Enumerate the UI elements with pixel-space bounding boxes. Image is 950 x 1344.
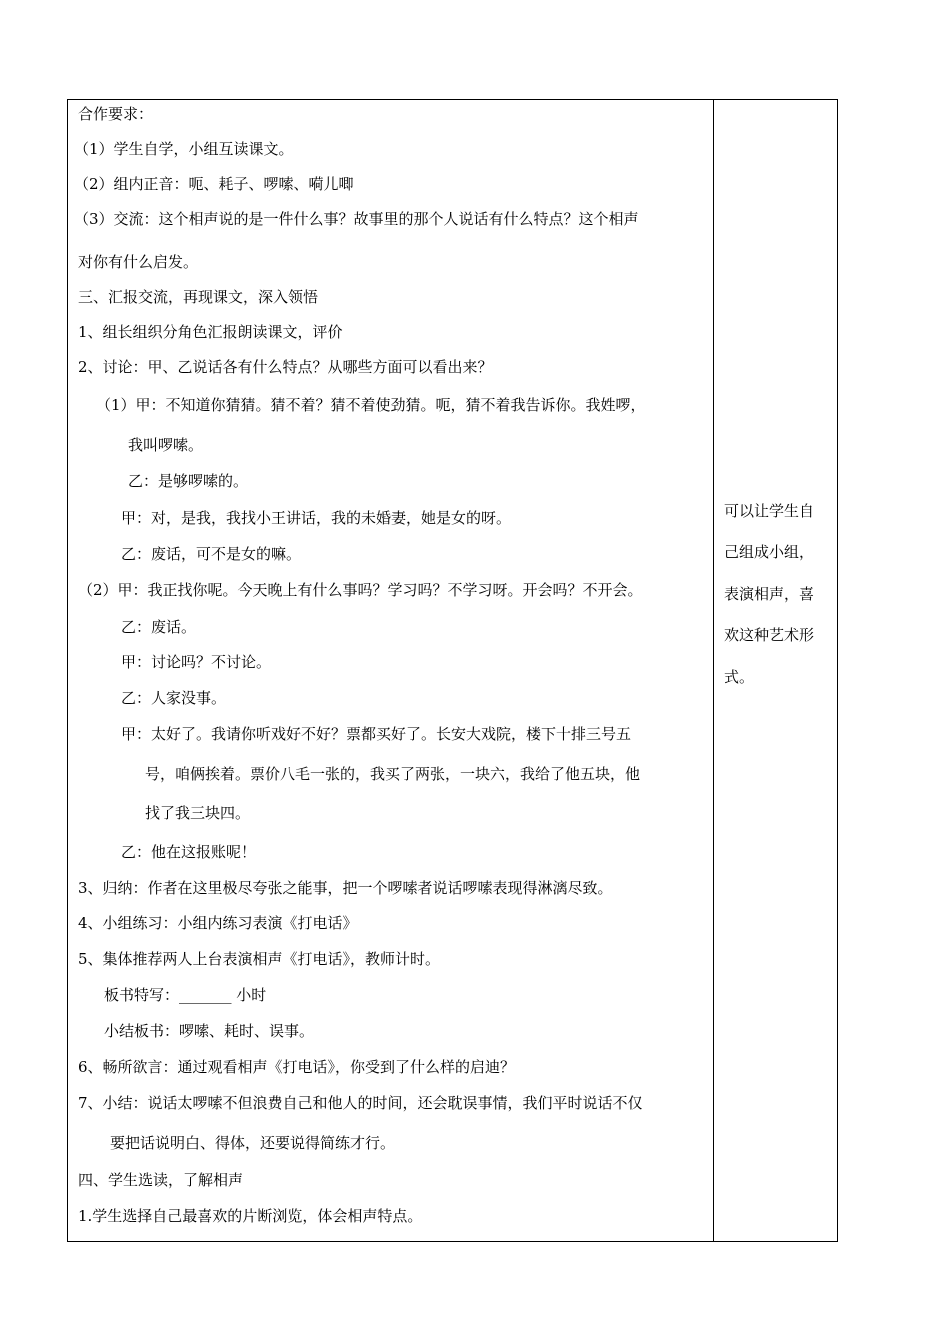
- text-line: 对你有什么启发。: [78, 253, 199, 271]
- text-line: 要把话说明白、得体，还要说得简练才行。: [110, 1134, 396, 1152]
- dialogue-line: （2）甲：我正找你呢。今天晚上有什么事吗？学习吗？不学习呀。开会吗？不开会。: [78, 581, 643, 599]
- text-line: （2）组内正音：呃、耗子、啰嗦、嗬儿唧: [74, 175, 354, 193]
- text-line: 4、小组练习：小组内练习表演《打电话》: [78, 914, 358, 932]
- text-line: 小结板书：啰嗦、耗时、误事。: [104, 1022, 315, 1040]
- dialogue-line: 乙：是够啰嗦的。: [128, 472, 249, 490]
- text-line: 6、畅所欲言：通过观看相声《打电话》，你受到了什么样的启迪？: [78, 1058, 516, 1076]
- dialogue-line: 甲：太好了。我请你听戏好不好？票都买好了。长安大戏院，楼下十排三号五: [121, 725, 632, 743]
- dialogue-line: 乙：废话。: [121, 618, 197, 636]
- section-heading: 三、汇报交流，再现课文，深入领悟: [78, 288, 319, 306]
- side-note-line: 欢这种艺术形: [724, 626, 815, 644]
- text-line: 1、组长组织分角色汇报朗读课文，评价: [78, 323, 343, 341]
- text-line: （1）学生自学，小组互读课文。: [74, 140, 294, 158]
- text-line: 3、归纳：作者在这里极尽夸张之能事，把一个啰嗦者说话啰嗦表现得淋漓尽致。: [78, 879, 613, 897]
- text-line: 5、集体推荐两人上台表演相声《打电话》，教师计时。: [78, 950, 441, 968]
- side-note-line: 可以让学生自: [724, 502, 815, 520]
- text-line: 合作要求：: [78, 105, 154, 123]
- dialogue-line: （1）甲：不知道你猜猜。猜不着？猜不着使劲猜。呃，猜不着我告诉你。我姓啰，: [96, 396, 646, 414]
- text-line: 板书特写：_______ 小时: [104, 986, 267, 1004]
- dialogue-line: 号，咱俩挨着。票价八毛一张的，我买了两张，一块六，我给了他五块，他: [145, 765, 641, 783]
- dialogue-line: 乙：他在这报账呢！: [121, 843, 257, 861]
- dialogue-line: 乙：废话，可不是女的嘛。: [121, 545, 302, 563]
- side-note-line: 表演相声，喜: [724, 585, 815, 603]
- text-line: 7、小结：说话太啰嗦不但浪费自己和他人的时间，还会耽误事情，我们平时说话不仅: [78, 1094, 643, 1112]
- dialogue-line: 乙：人家没事。: [121, 689, 227, 707]
- side-note-line: 己组成小组，: [724, 543, 815, 561]
- dialogue-line: 找了我三块四。: [145, 804, 251, 822]
- side-note-line: 式。: [724, 668, 755, 686]
- section-heading: 四、学生选读，了解相声: [78, 1171, 244, 1189]
- text-line: （3）交流：这个相声说的是一件什么事？故事里的那个人说话有什么特点？这个相声: [74, 210, 639, 228]
- dialogue-line: 甲：讨论吗？不讨论。: [121, 653, 272, 671]
- text-line: 2、讨论：甲、乙说话各有什么特点？从哪些方面可以看出来？: [78, 358, 493, 376]
- column-divider: [713, 99, 714, 1242]
- dialogue-line: 我叫啰嗦。: [128, 436, 204, 454]
- text-line: 1.学生选择自己最喜欢的片断浏览，体会相声特点。: [78, 1207, 423, 1225]
- dialogue-line: 甲：对，是我，我找小王讲话，我的未婚妻，她是女的呀。: [121, 509, 512, 527]
